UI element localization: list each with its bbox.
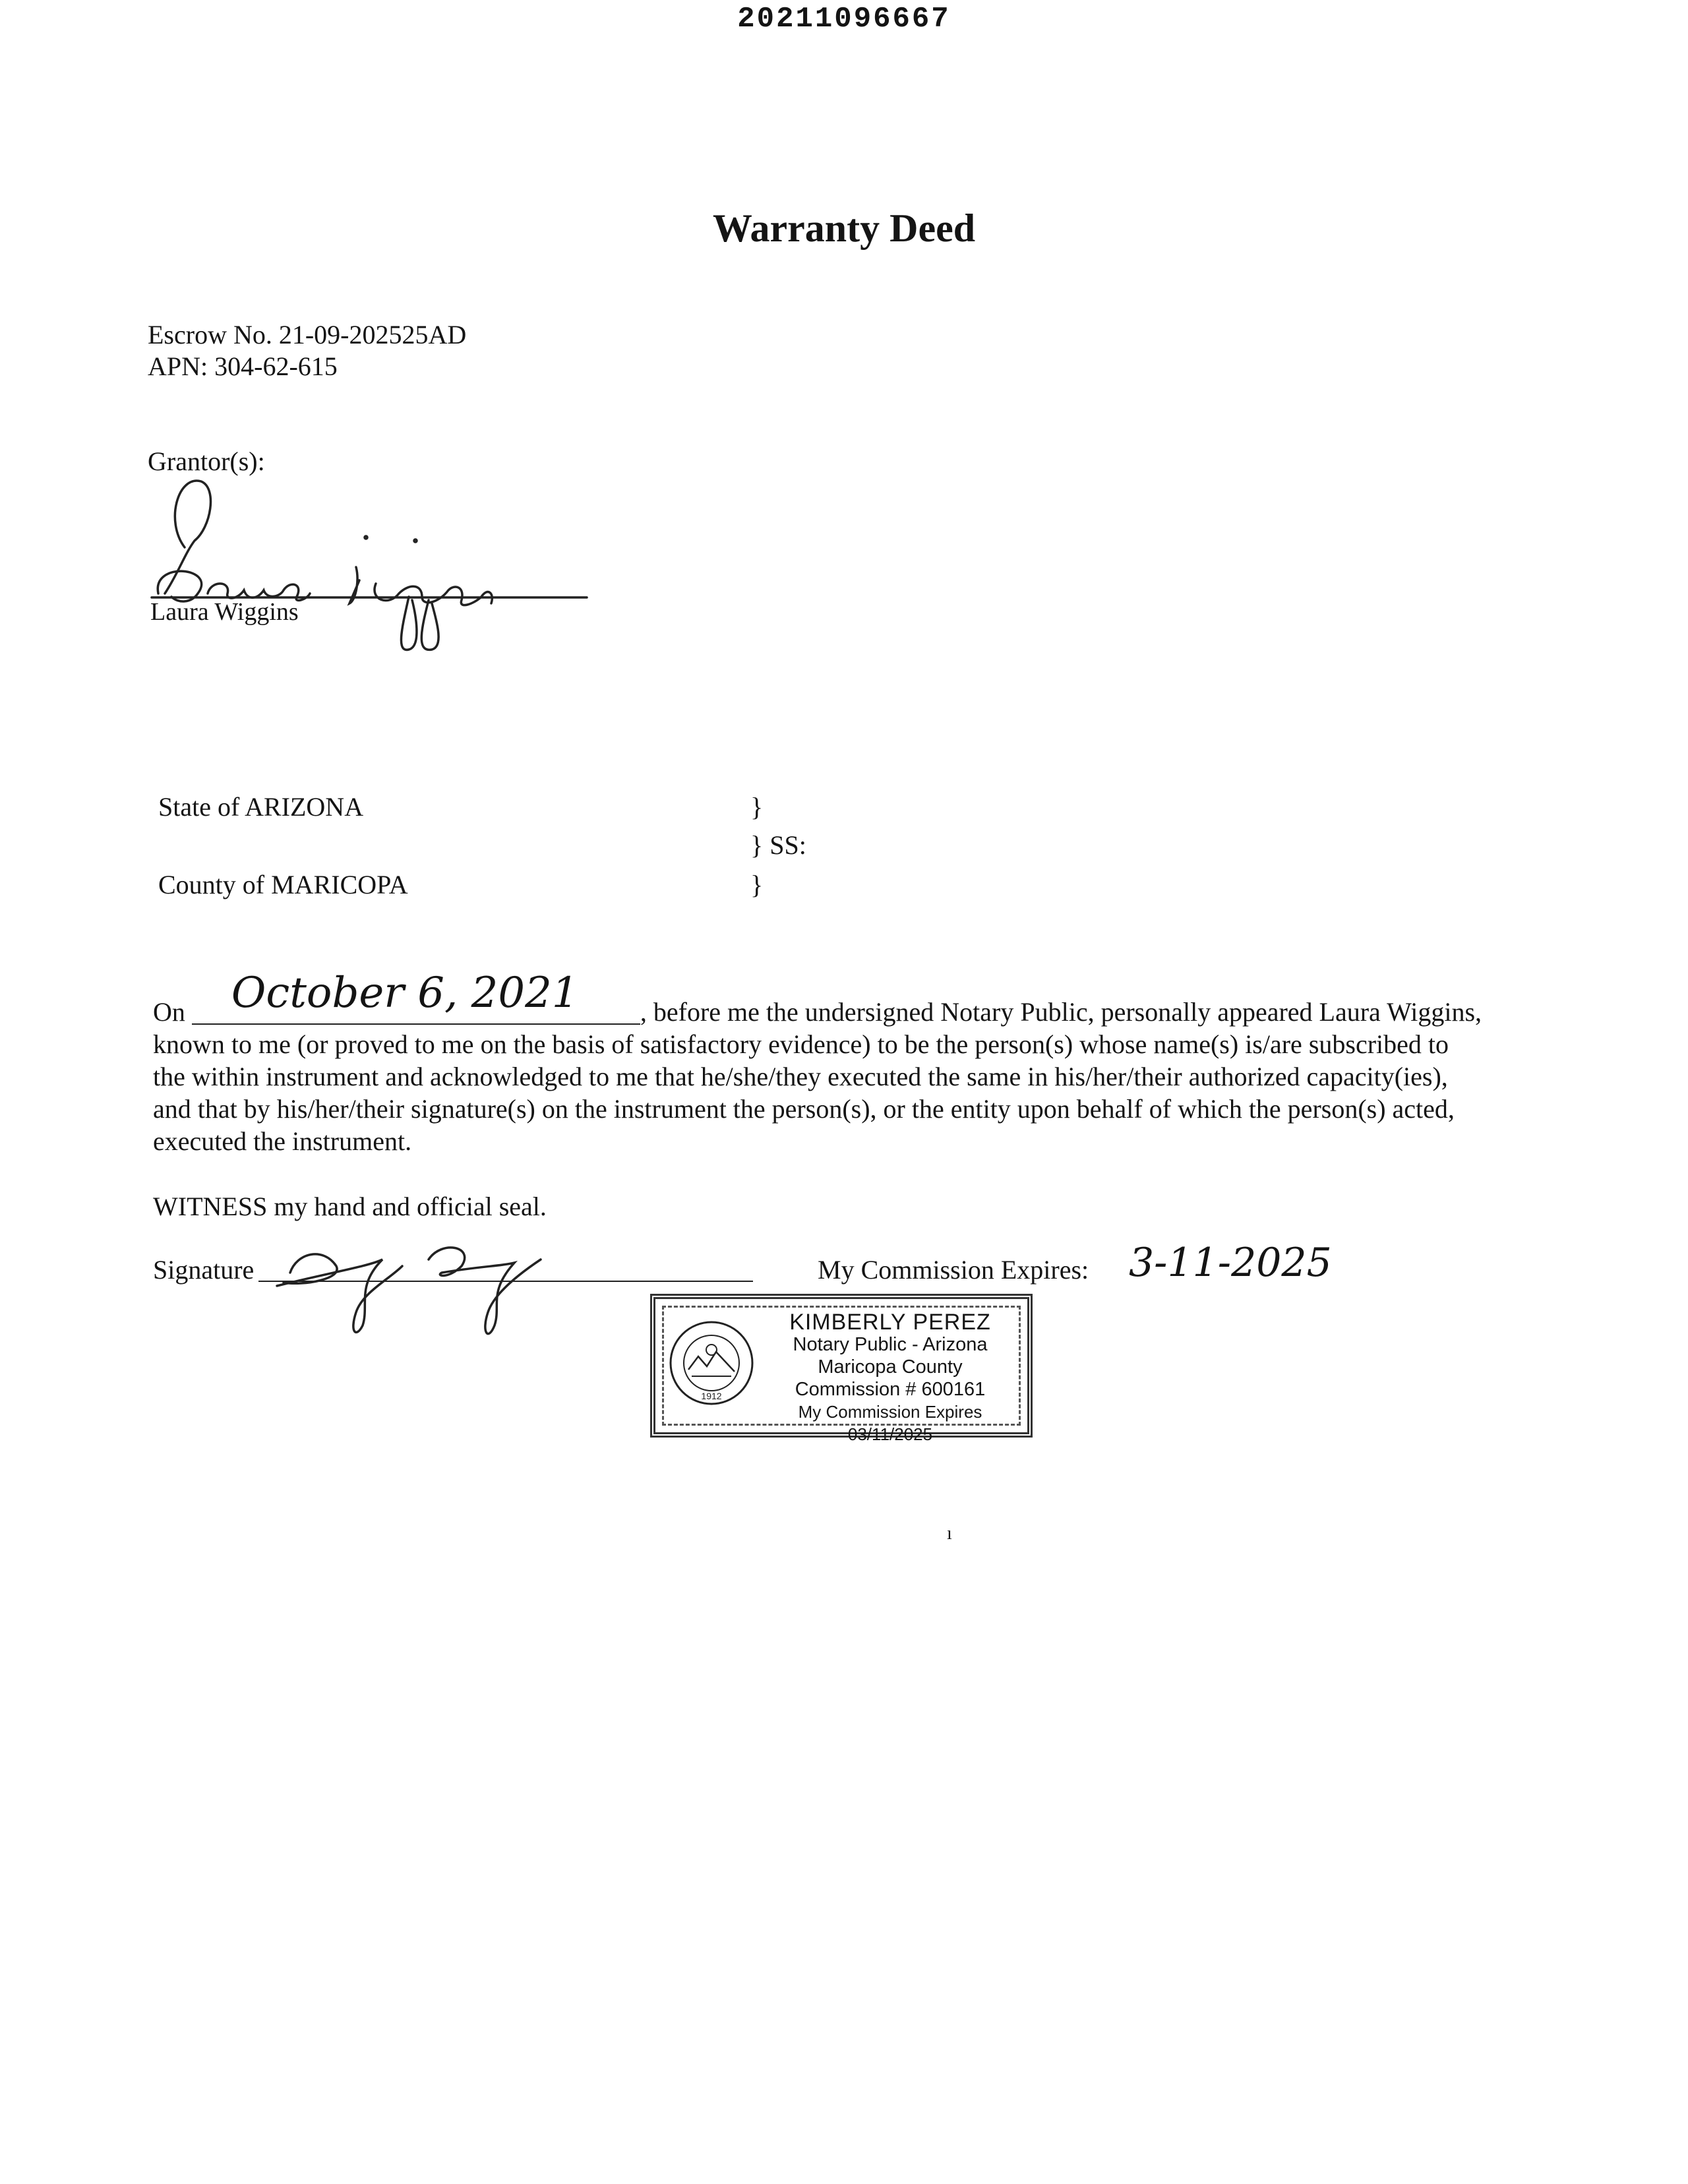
seal-year: 1912	[701, 1391, 722, 1401]
commission-label: My Commission Expires:	[818, 1255, 1089, 1285]
document-title: Warranty Deed	[712, 206, 976, 250]
ack-body: , before me the undersigned Notary Public, personally appeared Laura Wiggins, known to me (or proved to me on the basis of satisfactory evidence) to be the person(s) whose name(s) is/are subscribed to the within instrument and acknowledged to me that he/she/they executed the same in his/her/their authorized capacity(ies), and that by his/her/their signature(s) on the instrument the person(s), or the entity upon behalf of which the person(s) acted, executed the instrument.	[153, 997, 1482, 1156]
witness-text: WITNESS my hand and official seal.	[153, 1192, 547, 1221]
grantor-signature	[138, 468, 600, 666]
ack-prefix: On	[153, 997, 185, 1027]
signature-label: Signature	[153, 1255, 255, 1285]
stamp-notary-name: KIMBERLY PEREZ	[789, 1310, 991, 1335]
venue-brace-top: }	[750, 792, 764, 822]
ack-date-line	[192, 969, 640, 1025]
venue-brace-ss: } SS:	[750, 830, 806, 860]
stamp-commission: Commission # 600161	[795, 1379, 986, 1400]
commission-handwritten: 3-11-2025	[1129, 1240, 1332, 1286]
acknowledgment-paragraph	[153, 969, 1485, 1157]
ack-date-handwritten: October 6, 2021	[231, 969, 579, 1017]
apn-number: APN: 304-62-615	[148, 351, 338, 381]
venue-brace-bottom: }	[750, 870, 764, 899]
stamp-title: Notary Public - Arizona	[793, 1334, 988, 1355]
grantor-name: Laura Wiggins	[150, 598, 299, 626]
arizona-seal-icon	[669, 1320, 754, 1406]
document-number: 20211096667	[737, 3, 951, 36]
stamp-county: Maricopa County	[818, 1356, 963, 1378]
grantor-label: Grantor(s):	[148, 446, 265, 476]
notary-signature	[264, 1227, 607, 1345]
venue-county: County of MARICOPA	[158, 870, 408, 899]
notary-stamp	[650, 1294, 1033, 1444]
margin-mark: ı	[947, 1523, 952, 1544]
stamp-expires: My Commission Expires 03/11/2025	[798, 1402, 982, 1444]
escrow-number: Escrow No. 21-09-202525AD	[148, 320, 467, 349]
venue-state: State of ARIZONA	[158, 792, 364, 822]
